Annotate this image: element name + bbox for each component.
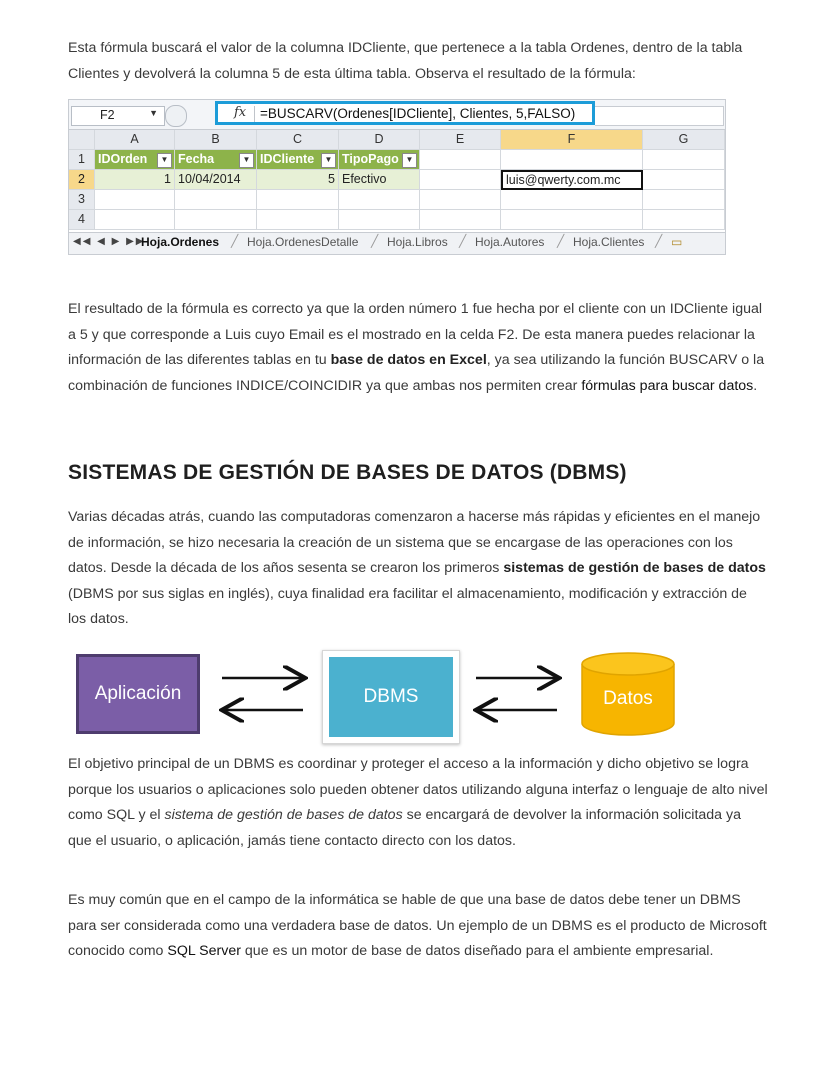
fx-icon: fx <box>234 105 247 120</box>
intro-text: Esta fórmula buscará el valor de la columna IDCliente, que pertenece a la tabla Ordenes, dentro de la tabla Clientes y devolverá la columna 5 de esta última tabla. Observa el resultado de la fórmula: <box>68 40 743 82</box>
para-text: Es muy común que en el campo de la informática se hable de que una base de datos debe tener un DBMS para ser considerada como una verdadera base de datos. Un ejemplo de un DBMS es el producto de Microsoft conocido como <box>68 892 767 960</box>
column-header: G <box>643 130 725 150</box>
sheet-tab-autores: Hoja.Autores <box>475 235 545 249</box>
data-label: Datos <box>603 688 653 709</box>
column-header: B <box>175 130 257 150</box>
column-header: C <box>257 130 339 150</box>
column-header: D <box>339 130 420 150</box>
bold-text: sistemas de gestión de bases de datos <box>503 560 766 577</box>
sheet-nav-arrows-icon: ◀◀ ◀ ▶ ▶▶ <box>73 236 146 247</box>
cell-idcliente: 5 <box>257 170 339 190</box>
filter-dropdown-icon: ▼ <box>402 153 417 168</box>
para-text: Varias décadas atrás, cuando las computadoras comenzaron a hacerse más rápidas y eficientes en el manejo de información, se hizo necesaria la creación de un sistema que se encargase de las operaciones con los datos. Desde la década de los años sesenta se crearon los primeros <box>68 509 761 577</box>
header-label: TipoPago <box>342 152 399 166</box>
para-text: que es un motor de base de datos diseñado para el ambiente empresarial. <box>240 943 714 960</box>
column-header: A <box>95 130 175 150</box>
sheet-tab-clientes: Hoja.Clientes <box>573 235 645 249</box>
bold-text: base de datos en Excel <box>330 352 487 369</box>
tab-divider: ╱ <box>231 234 239 248</box>
para-text: El objetivo principal de un DBMS es coordinar y proteger el acceso a la información y dicho objetivo se logra porque los usuarios o aplicaciones solo pueden obtener datos utilizando alguna interfaz o lenguaje de alto nivel como SQL y el <box>68 756 768 824</box>
tab-divider: ╱ <box>557 234 565 248</box>
row-header: 4 <box>69 210 95 230</box>
header-label: Fecha <box>178 152 215 166</box>
new-sheet-icon: ▭ <box>671 235 683 249</box>
filter-dropdown-icon: ▼ <box>321 153 336 168</box>
sheet-tab-ordenes: Hoja.Ordenes <box>141 235 220 249</box>
tab-divider: ╱ <box>655 234 663 248</box>
para-text: . <box>753 377 758 394</box>
dbms-label: DBMS <box>329 657 453 737</box>
italic-text: sistema de gestión de bases de datos <box>164 807 403 824</box>
tab-divider: ╱ <box>459 234 467 248</box>
row-header: 2 <box>69 170 95 190</box>
row-header: 3 <box>69 190 95 210</box>
chevron-down-icon: ▼ <box>149 108 158 118</box>
para-text: se encargará de devolver la información solicitada ya que el usuario, o aplicación, jamás tiene contacto directo con los datos. <box>68 807 741 849</box>
para-text: (DBMS por sus siglas en inglés), cuya finalidad era facilitar el almacenamiento, modificación y extracción de los datos. <box>68 585 747 628</box>
column-header: F <box>501 130 643 150</box>
para-text: , ya sea utilizando la función BUSCARV o la combinación de funciones INDICE/COINCIDIR ya que ambas nos permiten crear <box>68 352 765 394</box>
header-label: IDCliente <box>260 152 315 166</box>
filter-dropdown-icon: ▼ <box>157 153 172 168</box>
link-formulas-buscar-datos[interactable]: fórmulas para buscar datos <box>581 377 754 394</box>
cell-fecha: 10/04/2014 <box>175 170 257 190</box>
column-header: E <box>420 130 501 150</box>
para-text: El resultado de la fórmula es correcto ya que la orden número 1 fue hecha por el cliente con un IDCliente igual a 5 y que corresponde a Luis cuyo Email es el mostrado en la celda F2. De esta manera puedes relacionar la información de las diferentes tablas en tu <box>68 301 763 369</box>
cell-idorden: 1 <box>95 170 175 190</box>
header-label: IDOrden <box>98 152 148 166</box>
application-box: Aplicación <box>76 654 200 734</box>
section-heading: SISTEMAS DE GESTIÓN DE BASES DE DATOS (DBMS) <box>68 461 627 484</box>
cell-tipopago: Efectivo <box>339 170 420 190</box>
sheet-tab-libros: Hoja.Libros <box>387 235 448 249</box>
dbms-box <box>322 650 460 744</box>
name-box-value: F2 <box>100 108 115 122</box>
dbms-objective-paragraph <box>68 752 768 854</box>
sql-server-paragraph <box>68 888 768 965</box>
sheet-tab-ordenesdetalle: Hoja.OrdenesDetalle <box>247 235 359 249</box>
active-cell-result: luis@qwerty.com.mc <box>501 170 643 190</box>
filter-dropdown-icon: ▼ <box>239 153 254 168</box>
tab-divider: ╱ <box>371 234 379 248</box>
row-header: 1 <box>69 150 95 170</box>
link-sql-server[interactable]: SQL Server <box>167 943 241 960</box>
formula-text: =BUSCARV(Ordenes[IDCliente], Clientes, 5,FALSO) <box>260 106 576 121</box>
